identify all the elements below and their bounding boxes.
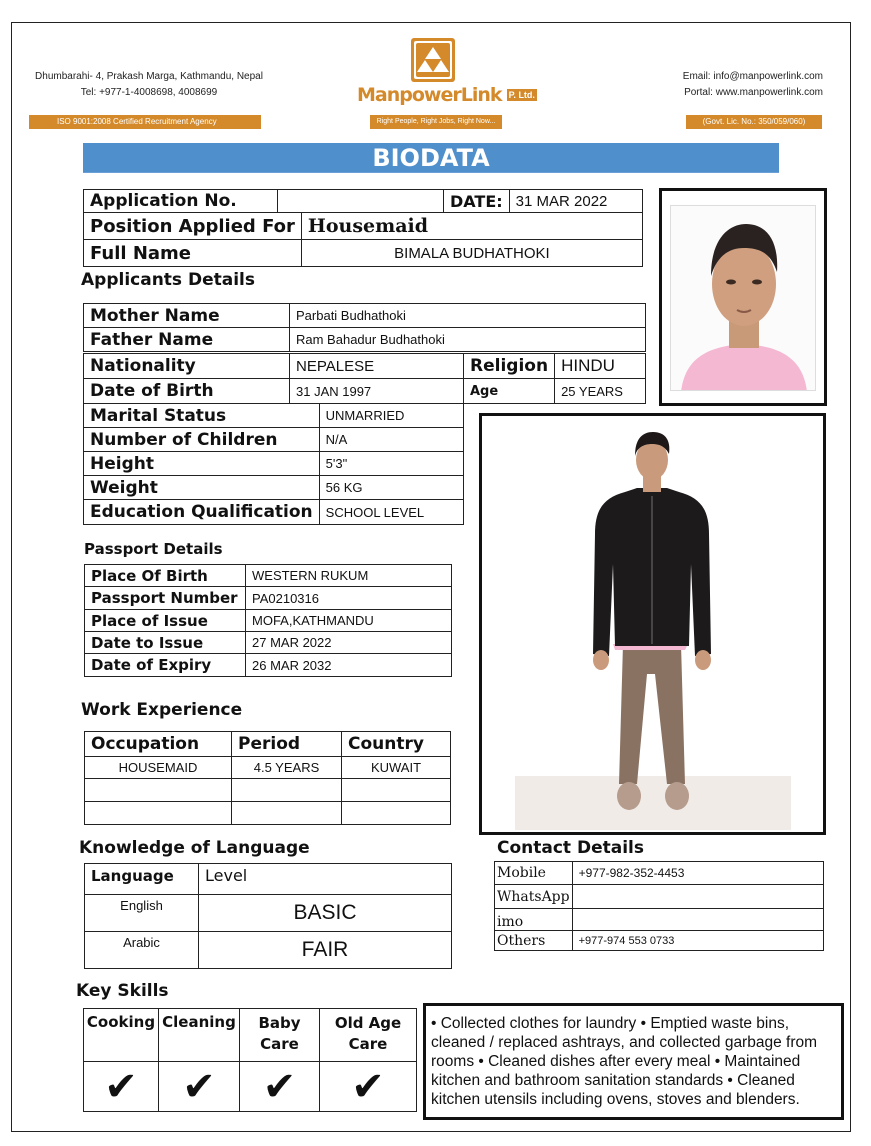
dob-value: 31 JAN 1997	[290, 379, 464, 404]
children-value: N/A	[319, 428, 463, 452]
app-no-label: Application No.	[84, 190, 278, 213]
age-label: Age	[464, 379, 555, 404]
work-heading: Work Experience	[81, 700, 243, 720]
work-period: 4.5 YEARS	[232, 757, 342, 779]
weight-label: Weight	[84, 476, 320, 500]
address-line2: Tel: +977-1-4008698, 4008699	[80, 87, 218, 98]
language-row	[85, 932, 452, 969]
others-value: +977-974 553 0733	[572, 931, 823, 951]
language-level: BASIC	[199, 895, 452, 932]
checkmark-icon: ✔	[84, 1062, 159, 1112]
skill-old-age-care: Old Age Care	[320, 1009, 417, 1062]
language-table	[84, 863, 452, 969]
issue-date-label: Date to Issue	[85, 632, 246, 654]
skills-description: • Collected clothes for laundry • Emptied waste bins, cleaned / replaced ashtrays, and collected garbage from rooms • Cleaned dishes after every meal • Maintained kitchen and bathroom sanitation standards • Cleaned kitchen utensils including ovens, stoves and blenders.	[423, 1003, 844, 1120]
pob-value: WESTERN RUKUM	[246, 565, 452, 587]
age-value: 25 YEARS	[555, 379, 646, 404]
iso-bar: ISO 9001:2008 Certified Recruitment Agency	[29, 115, 261, 129]
applicant-parents-table	[83, 303, 646, 352]
imo-label: imo	[495, 909, 573, 931]
applicant-nationality-table	[83, 353, 646, 404]
logo-wordmark	[357, 84, 535, 110]
pob-label: Place Of Birth	[85, 565, 246, 587]
position-value: Housemaid	[301, 213, 642, 240]
address-line1: Dhumbarahi- 4, Prakash Marga, Kathmandu, Nepal	[35, 71, 263, 82]
logo-icon	[411, 38, 455, 82]
dob-label: Date of Birth	[84, 379, 290, 404]
full-body-photo	[515, 424, 791, 830]
col-level: Level	[199, 864, 452, 895]
children-label: Number of Children	[84, 428, 320, 452]
col-occupation: Occupation	[85, 732, 232, 757]
skill-baby-care: Baby Care	[240, 1009, 320, 1062]
applicant-heading: Applicants Details	[81, 270, 255, 290]
fullname-label: Full Name	[84, 240, 302, 267]
passport-heading: Passport Details	[84, 540, 223, 558]
mobile-label: Mobile	[495, 862, 573, 885]
checkmark-icon: ✔	[240, 1062, 320, 1112]
language-level: FAIR	[199, 932, 452, 969]
nationality-label: Nationality	[84, 354, 290, 379]
passport-number-value: PA0210316	[246, 587, 452, 610]
expiry-label: Date of Expiry	[85, 654, 246, 677]
religion-label: Religion	[464, 354, 555, 379]
whatsapp-label: WhatsApp	[495, 885, 573, 909]
biodata-title: BIODATA	[83, 143, 779, 173]
issue-date-value: 27 MAR 2022	[246, 632, 452, 654]
passport-number-label: Passport Number	[85, 587, 246, 610]
col-period: Period	[232, 732, 342, 757]
position-label: Position Applied For	[84, 213, 302, 240]
issue-place-label: Place of Issue	[85, 610, 246, 632]
work-row-empty	[85, 779, 451, 802]
language-row	[85, 895, 452, 932]
skill-cooking: Cooking	[84, 1009, 159, 1062]
marital-label: Marital Status	[84, 404, 320, 428]
mobile-value: +977-982-352-4453	[572, 862, 823, 885]
checkmark-icon: ✔	[320, 1062, 417, 1112]
language-name: English	[85, 895, 199, 932]
contact-table	[494, 861, 824, 951]
email-text: Email: info@manpowerlink.com	[682, 71, 823, 82]
nationality-value: NEPALESE	[290, 354, 464, 379]
work-row	[85, 757, 451, 779]
col-country: Country	[342, 732, 451, 757]
skills-table	[83, 1008, 417, 1112]
contact-heading: Contact Details	[497, 838, 644, 858]
date-value: 31 MAR 2022	[509, 190, 642, 213]
language-name: Arabic	[85, 932, 199, 969]
work-occupation: HOUSEMAID	[85, 757, 232, 779]
father-label: Father Name	[84, 328, 290, 352]
logo-suffix: P. Ltd.	[508, 90, 535, 100]
passport-table	[84, 564, 452, 677]
passport-photo	[670, 205, 816, 391]
language-heading: Knowledge of Language	[79, 838, 310, 858]
skill-cleaning: Cleaning	[159, 1009, 240, 1062]
logo-name: ManpowerLink	[357, 84, 502, 106]
application-table	[83, 189, 643, 213]
work-row-empty	[85, 802, 451, 825]
mother-value: Parbati Budhathoki	[290, 304, 646, 328]
issue-place-value: MOFA,KATHMANDU	[246, 610, 452, 632]
marital-value: UNMARRIED	[319, 404, 463, 428]
education-value: SCHOOL LEVEL	[319, 500, 463, 525]
col-language: Language	[85, 864, 199, 895]
education-label: Education Qualification	[84, 500, 320, 525]
license-bar: (Govt. Lic. No.: 350/059/060)	[686, 115, 822, 129]
date-label: DATE:	[444, 190, 510, 213]
passport-photo-frame	[659, 188, 827, 406]
imo-value	[572, 909, 823, 931]
portal-text: Portal: www.manpowerlink.com	[684, 87, 823, 98]
full-body-photo-frame	[479, 413, 826, 835]
tagline-bar: Right People, Right Jobs, Right Now...	[370, 115, 502, 129]
fullname-value: BIMALA BUDHATHOKI	[301, 240, 642, 267]
height-label: Height	[84, 452, 320, 476]
mother-label: Mother Name	[84, 304, 290, 328]
religion-value: HINDU	[555, 354, 646, 379]
app-no-value	[278, 190, 444, 213]
work-country: KUWAIT	[342, 757, 451, 779]
work-table	[84, 731, 451, 825]
expiry-value: 26 MAR 2032	[246, 654, 452, 677]
checkmark-icon: ✔	[159, 1062, 240, 1112]
applicant-other-table	[83, 403, 464, 525]
whatsapp-value	[572, 885, 823, 909]
others-label: Others	[495, 931, 573, 951]
position-table	[83, 212, 643, 267]
weight-value: 56 KG	[319, 476, 463, 500]
skills-heading: Key Skills	[76, 981, 169, 1001]
father-value: Ram Bahadur Budhathoki	[290, 328, 646, 352]
height-value: 5'3"	[319, 452, 463, 476]
